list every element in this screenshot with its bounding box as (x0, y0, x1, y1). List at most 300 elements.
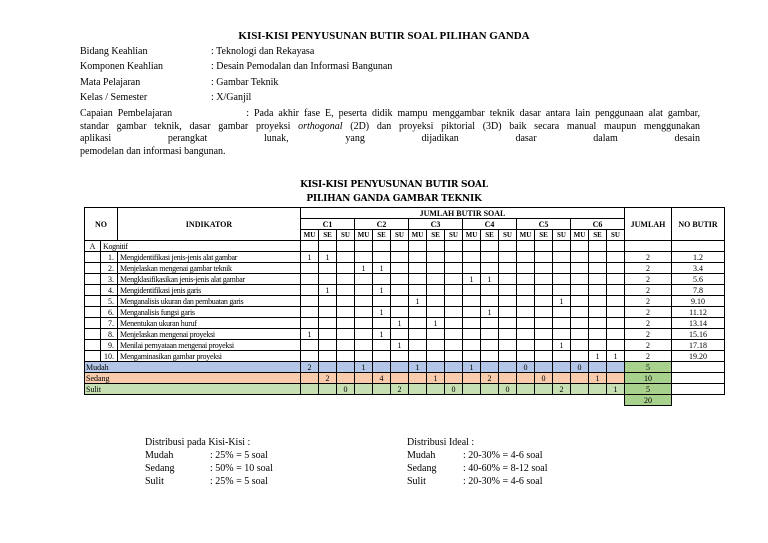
header-level: C2 (355, 219, 409, 230)
count-cell (463, 296, 481, 307)
count-cell (607, 340, 625, 351)
table-row (85, 329, 725, 340)
count-cell (373, 351, 391, 362)
dist-label: Sedang (145, 463, 175, 474)
summary-row (85, 373, 725, 384)
row-no-butir: 9.10 (672, 296, 725, 307)
row-no-butir: 19.20 (672, 351, 725, 362)
dist-value: : 40-60% = 8-12 soal (463, 463, 548, 474)
header-difficulty: MU (409, 230, 427, 241)
count-cell (589, 296, 607, 307)
row-indikator: Mengidentifikasi jenis-jenis alat gambar (118, 252, 301, 263)
summary-cell (517, 373, 535, 384)
count-cell (301, 296, 319, 307)
count-cell (445, 274, 463, 285)
count-cell (409, 329, 427, 340)
meta-value: : Teknologi dan Rekayasa (211, 46, 315, 57)
count-cell (499, 263, 517, 274)
count-cell (319, 307, 337, 318)
row-jumlah: 2 (625, 318, 672, 329)
meta-label: Kelas / Semester (80, 92, 148, 103)
summary-cell: 1 (355, 362, 373, 373)
count-cell (517, 318, 535, 329)
empty-cell (85, 274, 101, 285)
count-cell (337, 285, 355, 296)
count-cell (463, 263, 481, 274)
summary-cell (373, 362, 391, 373)
summary-cell: 2 (553, 384, 571, 395)
section-row (85, 241, 725, 252)
count-cell (607, 318, 625, 329)
count-cell (589, 318, 607, 329)
summary-cell (409, 373, 427, 384)
header-difficulty: SE (319, 230, 337, 241)
count-cell (409, 274, 427, 285)
count-cell (571, 307, 589, 318)
summary-cell (517, 384, 535, 395)
count-cell: 1 (373, 285, 391, 296)
count-cell (481, 329, 499, 340)
header-difficulty: SE (535, 230, 553, 241)
empty-cell (337, 241, 355, 252)
count-cell (553, 252, 571, 263)
count-cell (499, 329, 517, 340)
row-jumlah: 2 (625, 329, 672, 340)
empty-cell (589, 241, 607, 252)
summary-cell (499, 373, 517, 384)
count-cell: 1 (463, 274, 481, 285)
row-indikator: Mengklasifikasikan jenis-jenis alat gambar (118, 274, 301, 285)
summary-cell: 1 (607, 384, 625, 395)
count-cell (409, 263, 427, 274)
row-jumlah: 2 (625, 307, 672, 318)
count-cell (571, 285, 589, 296)
summary-cell (301, 384, 319, 395)
count-cell (607, 263, 625, 274)
count-cell (337, 296, 355, 307)
table-title: KISI-KISI PENYUSUNAN BUTIR SOAL (300, 180, 488, 190)
header-no-butir: NO BUTIR (672, 208, 725, 241)
count-cell (499, 274, 517, 285)
dist-label: Sedang (407, 463, 437, 474)
count-cell (535, 285, 553, 296)
meta-block (80, 46, 480, 102)
count-cell (391, 263, 409, 274)
empty-cell (85, 307, 101, 318)
meta-value: : Gambar Teknik (211, 77, 279, 88)
count-cell (463, 318, 481, 329)
summary-cell: 2 (481, 373, 499, 384)
summary-cell (463, 384, 481, 395)
count-cell (409, 351, 427, 362)
table-row (85, 307, 725, 318)
count-cell (553, 329, 571, 340)
count-cell (571, 274, 589, 285)
empty-cell (535, 241, 553, 252)
count-cell (481, 351, 499, 362)
count-cell (553, 263, 571, 274)
empty-cell (672, 395, 725, 406)
count-cell (373, 274, 391, 285)
count-cell (301, 307, 319, 318)
count-cell (535, 329, 553, 340)
header-difficulty: SE (589, 230, 607, 241)
count-cell (571, 351, 589, 362)
row-indikator: Menganalisis fungsi garis (118, 307, 301, 318)
count-cell (355, 296, 373, 307)
count-cell: 1 (373, 329, 391, 340)
count-cell (319, 296, 337, 307)
empty-cell (463, 241, 481, 252)
row-indikator: Menentukan ukuran huruf (118, 318, 301, 329)
dist-value: : 25% = 5 soal (210, 476, 268, 487)
count-cell (535, 340, 553, 351)
capaian-pembelajaran (80, 108, 700, 158)
summary-cell (301, 373, 319, 384)
row-jumlah: 2 (625, 351, 672, 362)
row-indikator: Menjelaskan mengenai gambar teknik (118, 263, 301, 274)
capaian-line-4: pemodelan dan informasi bangunan. (80, 145, 226, 157)
row-indikator: Menjelaskan mengenai proyeksi (118, 329, 301, 340)
header-difficulty: MU (517, 230, 535, 241)
count-cell (535, 318, 553, 329)
count-cell (355, 318, 373, 329)
count-cell (517, 252, 535, 263)
dist-value: : 25% = 5 soal (210, 450, 268, 461)
row-indikator: Mengaminasikan gambar proyeksi (118, 351, 301, 362)
header-jumlah-butir: JUMLAH BUTIR SOAL (301, 208, 625, 219)
count-cell (337, 274, 355, 285)
summary-cell (337, 373, 355, 384)
count-cell (607, 274, 625, 285)
row-no-butir: 7.8 (672, 285, 725, 296)
empty-cell (391, 241, 409, 252)
summary-cell: 1 (427, 373, 445, 384)
summary-cell: 0 (499, 384, 517, 395)
row-no-butir: 5.6 (672, 274, 725, 285)
summary-cell (355, 384, 373, 395)
summary-cell: 0 (571, 362, 589, 373)
summary-cell (535, 362, 553, 373)
meta-value: : Desain Pemodalan dan Informasi Bangunan (211, 61, 393, 72)
header-level: C5 (517, 219, 571, 230)
count-cell: 1 (481, 307, 499, 318)
count-cell (463, 340, 481, 351)
table-row (85, 340, 725, 351)
count-cell (463, 307, 481, 318)
count-cell (445, 285, 463, 296)
summary-cell (481, 384, 499, 395)
row-no-butir: 13.14 (672, 318, 725, 329)
count-cell (319, 351, 337, 362)
count-cell (607, 285, 625, 296)
empty-cell (481, 241, 499, 252)
row-number: 4. (101, 285, 118, 296)
summary-cell (553, 362, 571, 373)
row-jumlah: 2 (625, 296, 672, 307)
count-cell (427, 351, 445, 362)
count-cell (499, 285, 517, 296)
empty-cell (571, 241, 589, 252)
summary-cell (337, 362, 355, 373)
capaian-line-1: Capaian Pembelajaran : Pada akhir fase E, peserta didik mampu menggambar teknik dasar antara lain penggunaan alat gambar, (80, 108, 701, 119)
count-cell: 1 (373, 263, 391, 274)
count-cell (409, 340, 427, 351)
kisi-kisi-table (84, 207, 725, 406)
empty-cell (672, 241, 725, 252)
summary-row (85, 384, 725, 395)
summary-cell (319, 384, 337, 395)
count-cell (535, 351, 553, 362)
summary-cell (427, 362, 445, 373)
count-cell: 1 (319, 285, 337, 296)
header-row (85, 208, 725, 219)
summary-cell: 1 (463, 362, 481, 373)
count-cell (607, 307, 625, 318)
total-row (85, 395, 725, 406)
empty-cell (672, 362, 725, 373)
summary-cell: 1 (409, 362, 427, 373)
count-cell (337, 252, 355, 263)
count-cell (571, 296, 589, 307)
summary-cell: 0 (337, 384, 355, 395)
count-cell (427, 252, 445, 263)
grand-total: 20 (625, 395, 672, 406)
empty-cell (85, 296, 101, 307)
count-cell (301, 263, 319, 274)
summary-cell: 0 (445, 384, 463, 395)
header-level: C1 (301, 219, 355, 230)
summary-cell (607, 373, 625, 384)
count-cell (391, 329, 409, 340)
table-row (85, 351, 725, 362)
header-difficulty: SU (445, 230, 463, 241)
summary-jumlah: 5 (625, 362, 672, 373)
count-cell: 1 (391, 340, 409, 351)
header-indikator: INDIKATOR (118, 208, 301, 241)
count-cell (391, 274, 409, 285)
meta-label: Komponen Keahlian (80, 61, 164, 72)
header-level: C6 (571, 219, 625, 230)
summary-jumlah: 10 (625, 373, 672, 384)
header-difficulty: MU (463, 230, 481, 241)
count-cell (373, 340, 391, 351)
empty-cell (672, 384, 725, 395)
row-no-butir: 17.18 (672, 340, 725, 351)
count-cell (589, 274, 607, 285)
count-cell (373, 318, 391, 329)
dist-label: Sulit (407, 476, 426, 487)
count-cell (427, 307, 445, 318)
count-cell: 1 (301, 252, 319, 263)
summary-row (85, 362, 725, 373)
meta-label: Mata Pelajaran (80, 77, 141, 88)
row-jumlah: 2 (625, 263, 672, 274)
count-cell (571, 340, 589, 351)
count-cell (481, 252, 499, 263)
count-cell: 1 (427, 318, 445, 329)
count-cell: 1 (553, 296, 571, 307)
count-cell (553, 285, 571, 296)
count-cell: 1 (391, 318, 409, 329)
header-no: NO (85, 208, 118, 241)
count-cell (337, 329, 355, 340)
count-cell (481, 296, 499, 307)
count-cell: 1 (553, 340, 571, 351)
header-level: C3 (409, 219, 463, 230)
count-cell (499, 296, 517, 307)
count-cell (481, 340, 499, 351)
count-cell (445, 252, 463, 263)
count-cell (301, 285, 319, 296)
section-name: Kognitif (101, 241, 301, 252)
header-difficulty: SE (373, 230, 391, 241)
empty-cell (301, 241, 319, 252)
count-cell (337, 263, 355, 274)
count-cell (553, 307, 571, 318)
distribusi-ideal (407, 437, 627, 487)
row-jumlah: 2 (625, 285, 672, 296)
header-level: C4 (463, 219, 517, 230)
summary-cell (607, 362, 625, 373)
count-cell (499, 252, 517, 263)
distribusi-kisi-title: Distribusi pada Kisi-Kisi : (145, 437, 251, 448)
empty-cell (427, 241, 445, 252)
count-cell (481, 318, 499, 329)
count-cell (517, 263, 535, 274)
section-letter: A (85, 241, 101, 252)
row-no-butir: 15.16 (672, 329, 725, 340)
dist-label: Sulit (145, 476, 164, 487)
summary-cell (499, 362, 517, 373)
count-cell: 1 (481, 274, 499, 285)
capaian-label: Capaian Pembelajaran (80, 108, 173, 119)
count-cell (427, 285, 445, 296)
count-cell (427, 340, 445, 351)
count-cell (301, 351, 319, 362)
count-cell (301, 318, 319, 329)
dist-value: : 20-30% = 4-6 soal (463, 476, 543, 487)
row-number: 1. (101, 252, 118, 263)
empty-cell (85, 340, 101, 351)
count-cell (481, 263, 499, 274)
header-difficulty: SU (499, 230, 517, 241)
empty-cell (85, 252, 101, 263)
row-number: 6. (101, 307, 118, 318)
empty-cell (625, 241, 672, 252)
row-no-butir: 11.12 (672, 307, 725, 318)
row-indikator: Menilai pernyataan mengenai proyeksi (118, 340, 301, 351)
count-cell (517, 340, 535, 351)
count-cell: 1 (409, 296, 427, 307)
count-cell (445, 318, 463, 329)
count-cell (463, 285, 481, 296)
empty-cell (85, 318, 101, 329)
header-difficulty: SU (553, 230, 571, 241)
count-cell (553, 351, 571, 362)
count-cell: 1 (373, 307, 391, 318)
row-jumlah: 2 (625, 274, 672, 285)
count-cell: 1 (589, 351, 607, 362)
row-number: 5. (101, 296, 118, 307)
count-cell (463, 252, 481, 263)
count-cell (481, 285, 499, 296)
count-cell (589, 285, 607, 296)
summary-cell (445, 373, 463, 384)
summary-cell (427, 384, 445, 395)
count-cell (499, 318, 517, 329)
table-row (85, 296, 725, 307)
empty-cell (355, 241, 373, 252)
count-cell (391, 285, 409, 296)
count-cell (409, 307, 427, 318)
summary-label: Sulit (85, 384, 301, 395)
row-number: 10. (101, 351, 118, 362)
summary-cell (463, 373, 481, 384)
table-row (85, 318, 725, 329)
count-cell (517, 285, 535, 296)
summary-cell (409, 384, 427, 395)
header-difficulty: SU (391, 230, 409, 241)
count-cell (355, 340, 373, 351)
meta-value: : X/Ganjil (211, 92, 252, 103)
count-cell (355, 274, 373, 285)
count-cell (409, 285, 427, 296)
empty-cell (85, 263, 101, 274)
empty-cell (85, 351, 101, 362)
row-jumlah: 2 (625, 252, 672, 263)
count-cell (571, 329, 589, 340)
capaian-line-2: standar gambar teknik, dasar gambar proyeksi orthogonal (2D) dan proyeksi piktorial (3D) baik secara manual maupun menggunakan (80, 120, 701, 132)
count-cell (337, 318, 355, 329)
summary-label: Mudah (85, 362, 301, 373)
count-cell (355, 307, 373, 318)
row-number: 7. (101, 318, 118, 329)
count-cell (517, 329, 535, 340)
count-cell (445, 296, 463, 307)
count-cell (355, 285, 373, 296)
summary-cell (391, 362, 409, 373)
summary-cell (571, 373, 589, 384)
count-cell (499, 351, 517, 362)
empty-cell (517, 241, 535, 252)
row-number: 8. (101, 329, 118, 340)
count-cell (427, 329, 445, 340)
count-cell (427, 263, 445, 274)
empty-cell (85, 395, 625, 406)
count-cell (499, 340, 517, 351)
count-cell (319, 340, 337, 351)
count-cell (589, 329, 607, 340)
count-cell (355, 252, 373, 263)
empty-cell (85, 285, 101, 296)
count-cell (373, 296, 391, 307)
table-row (85, 263, 725, 274)
count-cell (319, 318, 337, 329)
count-cell (445, 329, 463, 340)
table-row (85, 285, 725, 296)
row-number: 2. (101, 263, 118, 274)
header-difficulty: MU (301, 230, 319, 241)
count-cell (553, 318, 571, 329)
dist-label: Mudah (407, 450, 436, 461)
count-cell (535, 252, 553, 263)
empty-cell (85, 329, 101, 340)
count-cell (571, 252, 589, 263)
count-cell (301, 274, 319, 285)
count-cell (337, 351, 355, 362)
count-cell (391, 307, 409, 318)
